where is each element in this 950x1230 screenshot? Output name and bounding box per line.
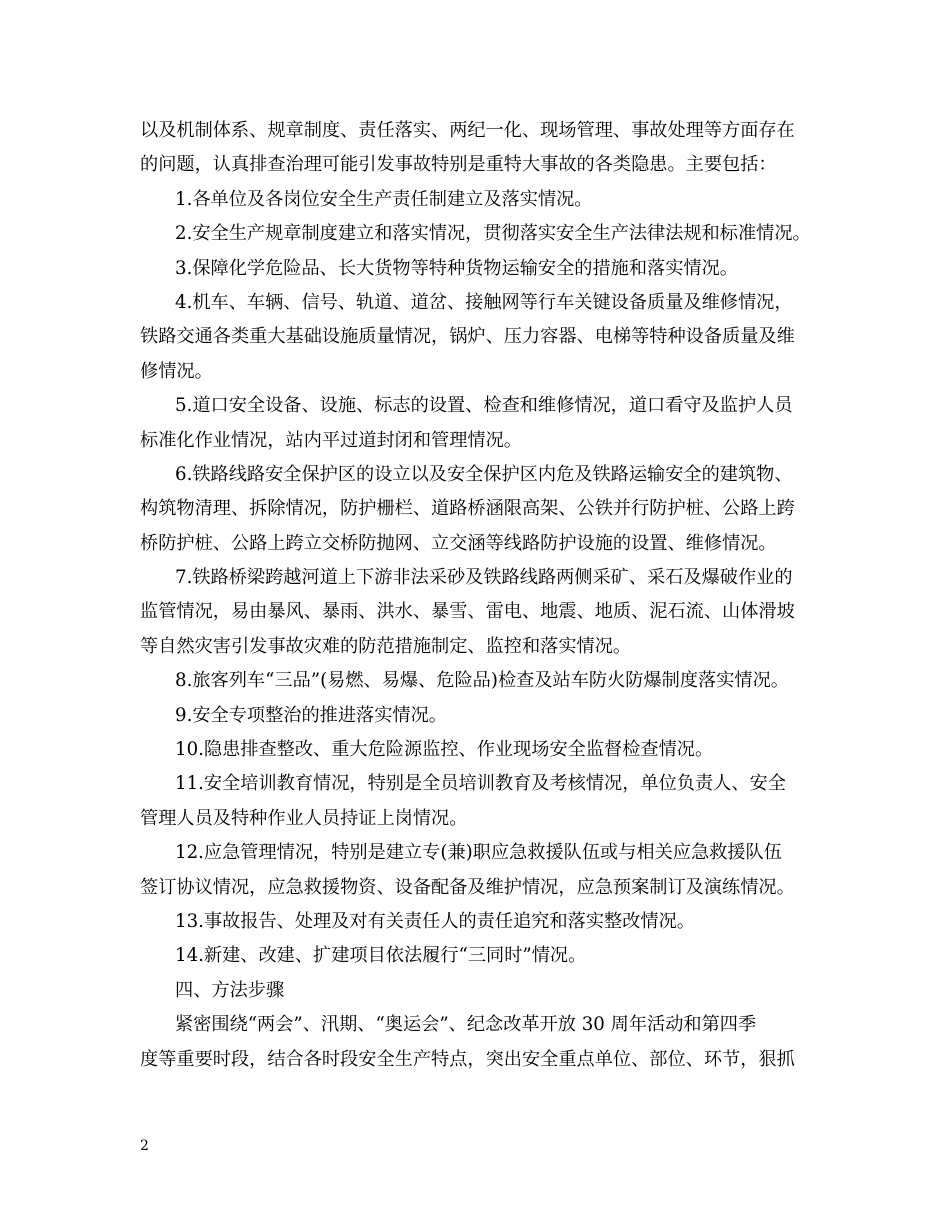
page-number: 2 bbox=[140, 1138, 149, 1154]
text-line: 10.隐患排查整改、重大危险源监控、作业现场安全监督检查情况。 bbox=[175, 739, 714, 761]
text-line: 13.事故报告、处理及对有关责任人的责任追究和落实整改情况。 bbox=[175, 910, 695, 932]
text-line: 构筑物清理、拆除情况，防护栅栏、道路桥涵限高架、公铁并行防护桩、公路上跨 bbox=[140, 498, 795, 520]
text-line: 管理人员及特种作业人员持证上岗情况。 bbox=[140, 807, 468, 829]
text-line: 的问题，认真排查治理可能引发事故特别是重特大事故的各类隐患。主要包括： bbox=[140, 154, 777, 176]
text-line: 四、方法步骤 bbox=[175, 979, 285, 1001]
text-line: 14.新建、改建、扩建项目依法履行“三同时”情况。 bbox=[175, 945, 587, 967]
text-line: 监管情况，易由暴风、暴雨、洪水、暴雪、雷电、地震、地质、泥石流、山体滑坡 bbox=[140, 601, 795, 623]
text-line: 3.保障化学危险品、长大货物等特种货物运输安全的措施和落实情况。 bbox=[175, 257, 738, 279]
text-line: 铁路交通各类重大基础设施质量情况，锅炉、压力容器、电梯等特种设备质量及维 bbox=[140, 326, 795, 348]
text-line: 紧密围绕“两会”、汛期、“奥运会”、纪念改革开放 30 周年活动和第四季 bbox=[175, 1014, 757, 1036]
text-line: 以及机制体系、规章制度、责任落实、两纪一化、现场管理、事故处理等方面存在 bbox=[140, 120, 795, 141]
text-line: 2.安全生产规章制度建立和落实情况，贯彻落实安全生产法律法规和标准情况。 bbox=[175, 223, 811, 245]
text-line: 9.安全专项整治的推进落实情况。 bbox=[175, 704, 447, 726]
text-line: 6.铁路线路安全保护区的设立以及安全保护区内危及铁路运输安全的建筑物、 bbox=[175, 463, 793, 485]
text-line: 7.铁路桥梁跨越河道上下游非法采砂及铁路线路两侧采矿、采石及爆破作业的 bbox=[175, 567, 793, 589]
text-line: 标准化作业情况，站内平过道封闭和管理情况。 bbox=[140, 429, 522, 451]
document-body bbox=[140, 114, 815, 1077]
text-line: 签订协议情况，应急救援物资、设备配备及维护情况，应急预案制订及演练情况。 bbox=[140, 876, 795, 898]
text-line: 1.各单位及各岗位安全生产责任制建立及落实情况。 bbox=[175, 188, 593, 210]
text-line: 8.旅客列车“三品”(易燃、易爆、危险品)检查及站车防火防爆制度落实情况。 bbox=[175, 670, 789, 692]
text-line: 修情况。 bbox=[140, 360, 213, 382]
text-line: 桥防护桩、公路上跨立交桥防抛网、立交涵等线路防护设施的设置、维修情况。 bbox=[140, 532, 777, 554]
text-line: 4.机车、车辆、信号、轨道、道岔、接触网等行车关键设备质量及维修情况， bbox=[175, 291, 793, 313]
text-line: 12.应急管理情况，特别是建立专(兼)职应急救援队伍或与相关应急救援队伍 bbox=[175, 842, 782, 864]
text-line: 等自然灾害引发事故灾难的防范措施制定、监控和落实情况。 bbox=[140, 635, 632, 657]
text-line: 度等重要时段，结合各时段安全生产特点，突出安全重点单位、部位、环节，狠抓 bbox=[140, 1048, 795, 1070]
text-line: 11.安全培训教育情况，特别是全员培训教育及考核情况，单位负责人、安全 bbox=[175, 773, 786, 795]
text-line: 5.道口安全设备、设施、标志的设置、检查和维修情况，道口看守及监护人员 bbox=[175, 395, 793, 417]
